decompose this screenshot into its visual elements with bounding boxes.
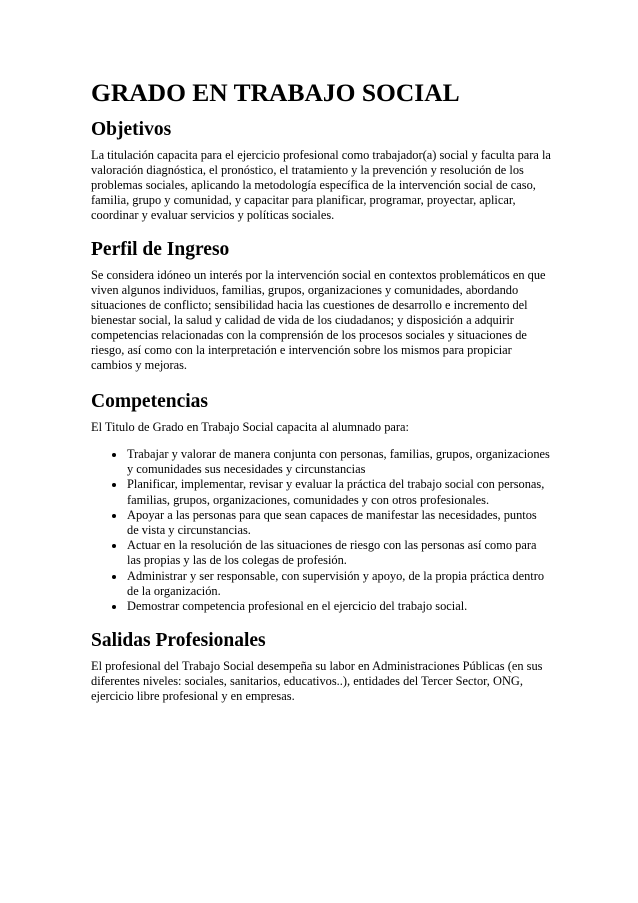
competencias-intro: El Titulo de Grado en Trabajo Social capacita al alumnado para:	[91, 420, 409, 434]
bullet-icon	[112, 453, 116, 457]
section-heading-salidas: Salidas Profesionales	[91, 630, 266, 652]
list-item	[91, 477, 551, 507]
list-item	[91, 538, 551, 568]
bullet-icon	[112, 575, 116, 579]
bullet-icon	[112, 605, 116, 609]
list-item-text: Apoyar a las personas para que sean capaces de manifestar las necesidades, puntos de vista y circunstancias.	[127, 507, 537, 538]
list-item-text: Planificar, implementar, revisar y evaluar la práctica del trabajo social con personas, familias, grupos, organizaciones, comunidades y con otros profesionales.	[127, 477, 545, 507]
objetivos-paragraph: La titulación capacita para el ejercicio profesional como trabajador(a) social y faculta para la valoración diagnóstica, el pronóstico, el tratamiento y la prevención y resolución de los problemas sociales, aplicando la metodología específica de la intervención social de caso, familia, grupo y comunidad, y capacitar para planificar, programar, proyectar, aplicar, coordinar y evaluar servicios y políticas sociales.	[91, 148, 551, 222]
perfil-paragraph: Se considera idóneo un interés por la intervención social en contextos problemáticos en que viven algunos individuos, familias, grupos, organizaciones y comunidades, abordando situaciones de conflicto; sensibilidad hacia las cuestiones de desarrollo e incremento del bienestar social, la salud y calidad de vida de los ciudadanos; y disposición a adquirir competencias relacionadas con la comprensión de los procesos sociales y situaciones de riesgo, así como con la interpretación e intervención sobre los mismos para propiciar cambios y mejoras.	[91, 268, 546, 372]
list-item	[91, 599, 551, 614]
list-item-text: Administrar y ser responsable, con supervisión y apoyo, de la propia práctica dentro de la organización.	[127, 568, 545, 598]
list-item-text: Actuar en la resolución de las situaciones de riesgo con las personas así como para las propias y las de los colegas de profesión.	[127, 538, 537, 568]
section-objetivos	[91, 118, 551, 223]
list-item	[91, 569, 551, 599]
document-page	[91, 78, 551, 704]
section-competencias	[91, 390, 551, 614]
list-item	[91, 447, 551, 477]
list-item-text: Demostrar competencia profesional en el ejercicio del trabajo social.	[127, 599, 468, 614]
bullet-icon	[112, 544, 116, 548]
bullet-icon	[112, 483, 116, 487]
section-salidas-profesionales	[91, 629, 551, 704]
list-item-text: Trabajar y valorar de manera conjunta con personas, familias, grupos, organizaciones y comunidades sus necesidades y circunstancias	[127, 447, 550, 477]
section-heading-perfil: Perfil de Ingreso	[91, 239, 230, 260]
competencias-list	[91, 447, 551, 614]
section-perfil-de-ingreso	[91, 238, 551, 373]
bullet-icon	[112, 514, 116, 518]
salidas-paragraph: El profesional del Trabajo Social desempeña su labor en Administraciones Públicas (en sus diferentes niveles: sociales, sanitarios, educativos..), entidades del Tercer Sector, ONG, ejercicio libre profesional y en empresas.	[91, 659, 543, 704]
list-item	[91, 508, 551, 538]
document-title: GRADO EN TRABAJO SOCIAL	[91, 78, 460, 107]
section-heading-competencias: Competencias	[91, 391, 208, 412]
section-heading-objetivos: Objetivos	[91, 119, 172, 140]
